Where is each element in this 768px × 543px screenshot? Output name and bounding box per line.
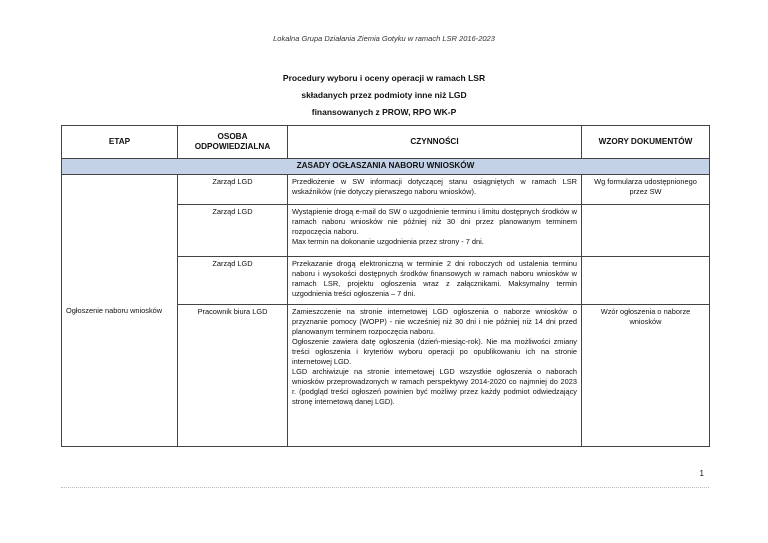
- page-number: 1: [699, 469, 704, 478]
- czynnosci-paragraph: Przedłożenie w SW informacji dotyczącej stanu osiągniętych w ramach LSR wskaźników (nie dotyczy pierwszego naboru wniosków).: [292, 177, 577, 196]
- czynnosci-paragraph: Zamieszczenie na stronie internetowej LGD ogłoszenia o naborze wniosków o przyznanie pomocy (WOPP) - nie wcześniej niż 30 dni i nie później niż 14 dni przed planowanym terminem rozpoczęcia naboru.: [292, 307, 577, 336]
- column-header-wzory: WZORY DOKUMENTÓW: [582, 126, 710, 159]
- czynnosci-cell: [288, 257, 582, 305]
- title-line-1: Procedury wyboru i oceny operacji w ramach LSR: [282, 73, 486, 83]
- section-title: ZASADY OGŁASZANIA NABORU WNIOSKÓW: [62, 159, 710, 175]
- czynnosci-cell: [288, 205, 582, 257]
- section-row: [62, 159, 710, 175]
- column-header-czynnosci: CZYNNOŚCI: [288, 126, 582, 159]
- czynnosci-paragraph: Ogłoszenie zawiera datę ogłoszenia (dzień-miesiąc-rok). Nie ma możliwości zmiany treści ogłoszenia i kryteriów wyboru operacji po opublikowaniu ich na stronie internetowej LGD.: [292, 337, 577, 366]
- osoba-cell: Zarząd LGD: [178, 205, 288, 257]
- procedure-table: [61, 125, 710, 447]
- czynnosci-cell: [288, 305, 582, 447]
- wzory-cell: Wzór ogłoszenia o naborze wniosków: [582, 305, 710, 447]
- wzory-cell: [582, 257, 710, 305]
- footer-divider: [61, 487, 709, 488]
- osoba-cell: Zarząd LGD: [178, 257, 288, 305]
- table-row: [62, 175, 710, 205]
- czynnosci-paragraph: Przekazanie drogą elektroniczną w terminie 2 dni roboczych od ustalenia terminu naboru i wysokości dostępnych środków finansowych w ramach naboru wniosków w ramach LSR, projektu ogłoszenia wraz z załącznikami. Maksymalny termin uzgodnienia treści ogłoszenia – 7 dni.: [292, 259, 577, 298]
- title-line-2: składanych przez podmioty inne niż LGD: [301, 90, 467, 100]
- document-title: [0, 70, 768, 121]
- czynnosci-paragraph: Wystąpienie drogą e-mail do SW o uzgodnienie terminu i limitu dostępnych środków w ramach naboru wniosków nie później niż 30 dni przez planowanym terminem rozpoczęcia naboru.: [292, 207, 577, 236]
- osoba-cell: Pracownik biura LGD: [178, 305, 288, 447]
- wzory-cell: [582, 205, 710, 257]
- page-header: Lokalna Grupa Działania Ziemia Gotyku w ramach LSR 2016-2023: [273, 34, 495, 43]
- etap-cell: Ogłoszenie naboru wniosków: [62, 175, 178, 447]
- column-header-osoba: OSOBA ODPOWIEDZIALNA: [178, 126, 288, 159]
- czynnosci-paragraph: Max termin na dokonanie uzgodnienia przez strony - 7 dni.: [292, 237, 484, 246]
- title-line-3: finansowanych z PROW, RPO WK-P: [311, 107, 457, 117]
- czynnosci-cell: [288, 175, 582, 205]
- czynnosci-paragraph: LGD archiwizuje na stronie internetowej LGD wszystkie ogłoszenia o naborach wniosków przeprowadzonych w ramach perspektywy 2014-2020 co najmniej do 2023 r. (podgląd treści ogłoszeń powinien być możliwy przez każdy podmiot odwiedzający stronę internetową danej LGD).: [292, 367, 577, 406]
- column-header-etap: ETAP: [62, 126, 178, 159]
- wzory-cell: Wg formularza udostępnionego przez SW: [582, 175, 710, 205]
- osoba-cell: Zarząd LGD: [178, 175, 288, 205]
- table-header-row: [62, 126, 710, 159]
